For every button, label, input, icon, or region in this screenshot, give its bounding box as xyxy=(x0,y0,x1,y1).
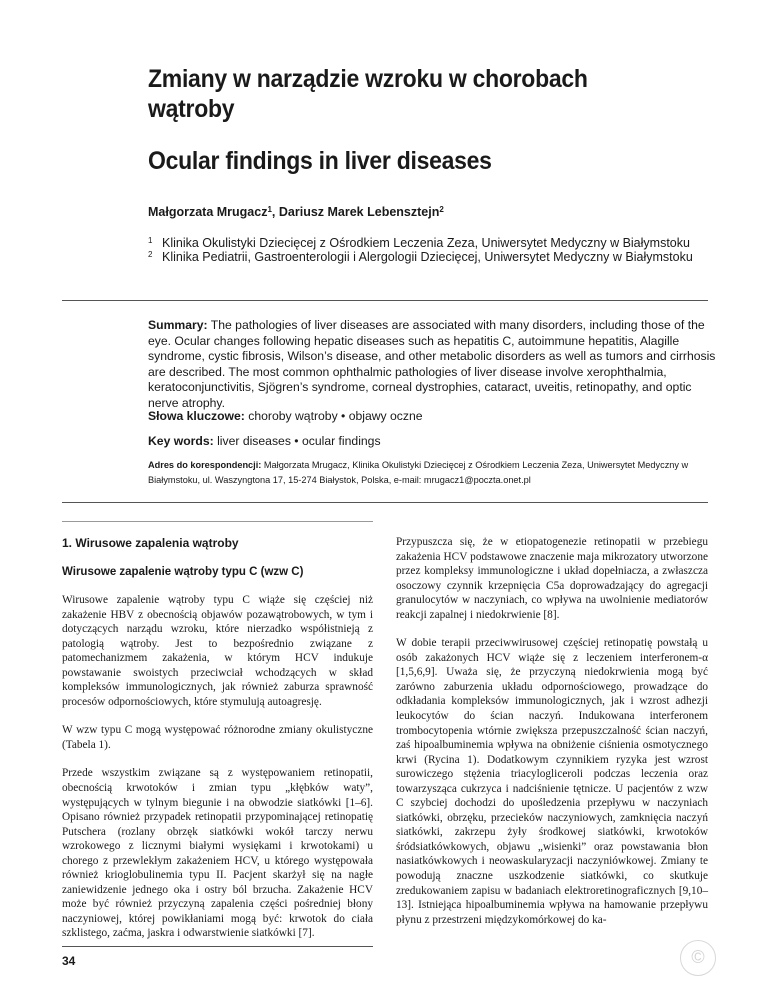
keywords-polish: Słowa kluczowe: choroby wątroby • objawy oczne xyxy=(148,409,423,423)
title-polish: Zmiany w narządzie wzroku w chorobach wątroby xyxy=(148,65,588,123)
affiliations xyxy=(148,236,708,264)
paragraph: W dobie terapii przeciwwirusowej częściej retinopatię powstałą u osób zakażonych HCV wiąże się z leczeniem interferonem-α [1,5,6,9]. Uważa się, że przyczyną niedokrwienia mogą być zarówno zaburzenia układu odpornościowego, prowadzące do odkładania kompleksów immunologicznych, jak i wzrost adhezji leukocytów do ścian naczyń. Indukowana interferonem trombocytopenia wtórnie zwiększa przepuszczalność ścian naczyń, zaś hipoalbuminemia wpływa na obniżenie ciśnienia osmotycznego krwi (Rycina 1). Dodatkowym czynnikiem ryzyka jest wzrost surowiczego stężenia triacylogliceroli podczas leczenia oraz towarzysząca cukrzyca i nadciśnienie tętnicze. U pacjentów z wzw C szybciej dochodzi do upośledzenia przepływu w naczyniach siatkówki, obrzęku, przecieków naczyniowych, zamknięcia naczyń siatkówki, zakrzepu żyły środkowej siatkówki, krwotoków śródsiatkówkowych, objawu „wisienki” oraz powstawania błon nasiatkówkowych i neowaskularyzacji naczyniówkowej. Zmiany te powodują znaczne uszkodzenie siatkówki, co skutkuje zredukowaniem zapisu w badaniach elektroretinograficznych [9,10–13]. Istniejąca hipoalbuminemia wpływa na hamowanie przepływu płynu z przestrzeni międzykomórkowej do ka- xyxy=(396,637,708,926)
author-2: Dariusz Marek Lebensztejn$^2$ xyxy=(278,205,444,219)
copyright-watermark-icon: © xyxy=(680,940,716,976)
paragraph: W wzw typu C mogą występować różnorodne zmiany okulistyczne (Tabela 1). xyxy=(62,724,373,751)
page-number: 34 xyxy=(62,954,76,968)
authors-line xyxy=(148,204,444,220)
subsection-heading: Wirusowe zapalenie wątroby typu C (wzw C) xyxy=(62,566,304,578)
paragraph: Przede wszystkim związane są z występowaniem retinopatii, obecnością krwotoków i zmian typu „kłębków waty”, występujących w tylnym biegunie i na obwodzie siatkówki [1–6]. Opisano również przypadek retinopatii przypominającej retinopatię Putschera (rozlany obrzęk siatkówki wokół tarczy nerwu wzrokowego z licznymi białymi wysiękami i krwotokami) u chorego z przewlekłym zakażeniem HCV, u którego występowała również krioglobulinemia typu II. Pacjent skarżył się na nagłe zaniewidzenie jednego oka i ostry ból brzucha. Zakażenie HCV może być również przyczyną zapalenia części pośredniej błony naczyniowej, której powikłaniami mogą być: krwotok do ciała szklistego, zaćma, jaskra i odwarstwienie siatkówki [7]. xyxy=(62,767,373,940)
abstract-bottom-rule xyxy=(62,502,708,503)
author-1: Małgorzata Mrugacz$^1$, xyxy=(148,205,279,219)
left-column xyxy=(62,527,373,955)
paragraph: Przypuszcza się, że w etiopatogenezie retinopatii w przebiegu zakażenia HCV podstawowe znaczenie maja mikrozatory utworzone przez kompleksy immunologiczne i układ dopełniacza, a zwłaszcza osoczowy czynnik krzepnięcia C5a doprowadzający do agregacji granulocytów w naczyniach, co wpływa na uwolnienie mediatorów reakcji zapalnej i niedokrwienie [8]. xyxy=(396,536,708,621)
right-column xyxy=(396,535,708,941)
affiliation-1: 1 Klinika Okulistyki Dziecięcej z Ośrodkiem Leczenia Zeza, Uniwersytet Medyczny w Białymstoku xyxy=(148,236,690,250)
section-heading: 1. Wirusowe zapalenia wątroby xyxy=(62,536,239,550)
footer-rule xyxy=(62,946,373,947)
header-rule xyxy=(62,300,708,301)
title-english: Ocular findings in liver diseases xyxy=(148,147,492,175)
affiliation-2: 2 Klinika Pediatrii, Gastroenterologii i Alergologii Dziecięcej, Uniwersytet Medyczny w Białymstoku xyxy=(148,250,693,264)
column-top-rule xyxy=(62,521,373,522)
correspondence-address: Adres do korespondencji: Małgorzata Mrugacz, Klinika Okulistyki Dziecięcej z Ośrodkiem Leczenia Zeza, Uniwersytet Medyczny w Białymstoku, ul. Waszyngtona 17, 15-274 Białystok, Polska, e-mail: mrugacz1@poczta.onet.pl xyxy=(148,460,689,485)
paragraph: Wirusowe zapalenie wątroby typu C wiąże się częściej niż zakażenie HBV z obecnością objawów pozawątrobowych, w tym i dotyczących narządu wzroku, które nierzadko współistnieją z patologią wątroby. Jest to bezpośrednio związane z patomechanizmem zakażenia, w którym HCV indukuje powstawanie swoistych przeciwciał wchodzących w skład kompleksów immunologicznych, jak również zaburza sprawność procesów odpornościowych, które stymulują autoagresję. xyxy=(62,594,373,708)
keywords-english: Key words: liver diseases • ocular findings xyxy=(148,434,381,448)
summary: Summary: The pathologies of liver diseases are associated with many disorders, including those of the eye. Ocular changes following hepatic diseases such as hepatitis C, autoimmune hepatitis, Alagille syndrome, cystic fibrosis, Wilson’s disease, and other metabolic disorders as well as tumors and cirrhosis are described. The most common ophthalmic pathologies of liver disease involve xerophthalmia, keratoconjunctivitis, Sjögren’s syndrome, corneal dystrophies, cataract, uveitis, retinopathy, and optic nerve atrophy. xyxy=(148,318,716,410)
